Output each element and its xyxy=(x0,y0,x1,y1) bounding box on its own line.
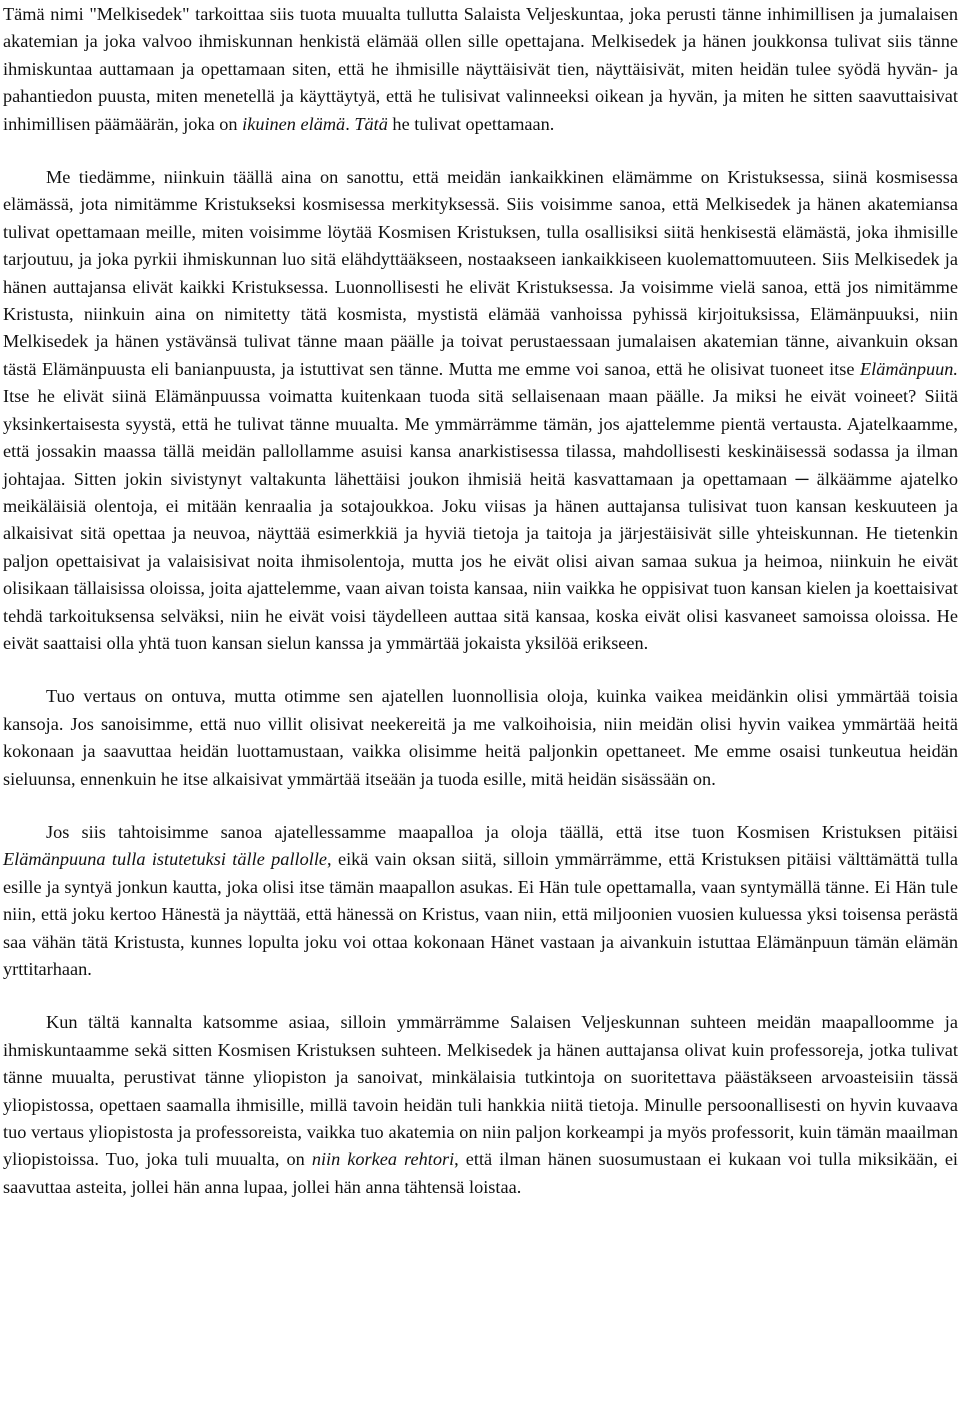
text-run: Kun tältä kannalta katsomme asiaa, silloin ymmärrämme Salaisen Veljeskunnan suhteen meidän maapalloomme ja ihmiskuntaamme sekä sitten Kosmisen Kristuksen suhteen. Melkisedek ja hänen auttajansa olivat kuin professoreja, jotka tulivat tänne muualta, perustivat tänne yliopiston ja sanoivat, minkälaisia tutkintoja on suoritettava päästäkseen arvoasteisiin tässä yliopistossa, opettaen saamalla ihmisille, millä tavoin heidän tuli hankkia niitä tietoja. Minulle persoonallisesti on hyvin kuvaava tuo vertaus yliopistosta ja professoreista, vaikka tuo akatemia on niin paljon korkeampi ja myös professorit, kuin tämän maailman yliopistoissa. Tuo, joka tuli muualta, on xyxy=(3,1012,958,1170)
text-run: , eikä vain oksan siitä, silloin ymmärrämme, että Kristuksen pitäisi välttämättä tulla esille ja syntyä jonkun kautta, joka olisi itse tämän maapallon asukas. Ei Hän tule opettamalla, vaan syntymällä tänne. Ei Hän tule niin, että joku kertoo Hänestä ja näyttää, että hänessä on Kristus, vaan niin, että miljoonien vuosien kuluessa yksi toisensa perästä saa vähän tätä Kristusta, kunnes lopulta joku voi ottaa kokonaan Hänet vastaan ja aivankuin istuttaa Elämänpuun tämän elämän yrttitarhaan. xyxy=(3,849,959,979)
emphasis-text: ikuinen elämä xyxy=(242,113,346,134)
emphasis-text: niin korkea rehtori xyxy=(311,1149,455,1170)
text-run: . xyxy=(345,113,355,134)
paragraph xyxy=(3,1009,958,1201)
text-run: Tämä nimi "Melkisedek" tarkoittaa siis tuota muualta tullutta Salaista Veljeskuntaa, joka perusti tänne inhimillisen ja jumalaisen akatemian ja joka valvoo ihmiskunnan henkistä elämää ollen sille opettajana. Melkisedek ja hänen joukkonsa tulivat siis tänne ihmiskuntaa auttamaan ja opettamaan siten, että he ihmisille näyttäisivät tien, näyttäisivät, miten heidän tulee syödä hyvän- ja pahantiedon puusta, miten menetellä ja käyttäytyä, että he tulisivat valinneeksi oikean ja hyvän, ja miten he sitten saavuttaisivat inhimillisen päämäärän, joka on xyxy=(3,4,958,134)
emphasis-text: Elämänpuuna tulla istutetuksi tälle pallolle xyxy=(3,849,328,870)
emphasis-text: Tätä xyxy=(354,113,388,134)
paragraph xyxy=(3,683,958,793)
text-run: Jos siis tahtoisimme sanoa ajatellessamme maapalloa ja oloja täällä, että itse tuon Kosmisen Kristuksen pitäisi xyxy=(46,821,958,842)
text-run: , että ilman hänen suosumustaan ei kukaan voi tulla miksikään, ei saavuttaa asteita, jollei hän anna lupaa, jollei hän anna tähtensä loistaa. xyxy=(3,1149,959,1197)
text-run: Tuo vertaus on ontuva, mutta otimme sen ajatellen luonnollisia oloja, kuinka vaikea meidänkin olisi ymmärtää toisia kansoja. Jos sanoisimme, että nuo villit olisivat neekereitä ja me valkoihoisia, niin meidän olisi hyvin vaikea ymmärtää heitä kokonaan ja saavuttaa heidän luottamustaan, vaikka olisimme heitä paljonkin opettaneet. Me emme osaisi tunkeutua heidän sieluunsa, ennenkuin he itse alkaisivat ymmärtää itseään ja tuoda esille, mitä heidän sisässään on. xyxy=(3,686,958,789)
emphasis-text: Elämänpuun. xyxy=(859,358,958,379)
text-run: Itse he elivät siinä Elämänpuussa voimatta kuitenkaan tuoda sitä sellaisenaan maan päälle. Ja miksi he eivät voineet? Siitä yksinkertaisesta syystä, että he tulivat tänne muualta. Me ymmärrämme tämän, jos ajattelemme pientä vertausta. Ajatelkaamme, että jossakin maassa tällä meidän pallollamme asuisi kansa anarkistisessa tilassa, mahdollisesti keskinäisessä sodassa ja ilman johtajaa. Sitten jokin sivistynyt valtakunta lähettäisi joukon ihmisiä heitä kasvattamaan ja opettamaan ─ älkäämme ajatelko meikäläisiä olentoja, ei mitään kenraalia ja sotajoukkoa. Joku viisas ja hänen auttajansa tulisivat tuon kansan keskuuteen ja alkaisivat sitä opettaa ja neuvoa, näyttää esimerkkiä ja hyviä tietoja ja taitoja ja järjestäisivät sille yhteiskunnan. He tietenkin paljon opettaisivat ja valaisisivat noita ihmisolentoja, mutta jos he eivät olisi aivan samaa sukua ja heimoa, niinkuin he eivät olisikaan tällaisissa oloissa, joita ajattelemme, vaan aivan toista kansaa, niin vaikka he oppisivat tuon kansan kielen ja koettaisivat tehdä tarkoituksensa selväksi, niin he eivät voisi täydelleen auttaa sitä kansaa, koska eivät olisi kasvaneet samoissa oloissa. He eivät saattaisi olla yhtä tuon kansan sielun kanssa ja ymmärtää jokaista yksilöä erikseen. xyxy=(3,386,958,653)
text-run: he tulivat opettamaan. xyxy=(387,113,555,134)
paragraph xyxy=(3,1,958,138)
paragraph xyxy=(3,164,958,657)
text-run: Me tiedämme, niinkuin täällä aina on sanottu, että meidän iankaikkinen elämämme on Kristuksessa, siinä kosmisessa elämässä, jota nimitämme Kristukseksi kosmisessa merkityksessä. Siis voisimme sanoa, että Melkisedek ja hänen akatemiansa tulivat opettamaan meille, miten voisimme löytää Kosmisen Kristuksen, tulla osallisiksi siitä henkisestä elämästä, joka ihmisille tarjoutuu, ja joka pyrkii ihmiskunnan luo sitä elähdyttääkseen, nostaakseen iankaikkiseen kuolemattomuuteen. Siis Melkisedek ja hänen auttajansa elivät kaikki Kristuksessa. Luonnollisesti he elivät Kristuksessa. Ja voisimme vielä sanoa, että jos nimitämme Kristusta, niinkuin aina on nimitetty tätä kosmista, mystistä elämää vanhoissa pyhissä kirjoituksissa, Elämänpuuksi, niin Melkisedek ja hänen ystävänsä tulivat tänne maan päälle ja toivat perustaessaan jumalaisen akatemian tänne, aivankuin oksan tästä Elämänpuusta eli banianpuusta, ja istuttivat sen tänne. Mutta me emme voi sanoa, että he olisivat tuoneet itse xyxy=(3,167,958,379)
document-page xyxy=(3,0,958,1227)
paragraph xyxy=(3,819,958,983)
